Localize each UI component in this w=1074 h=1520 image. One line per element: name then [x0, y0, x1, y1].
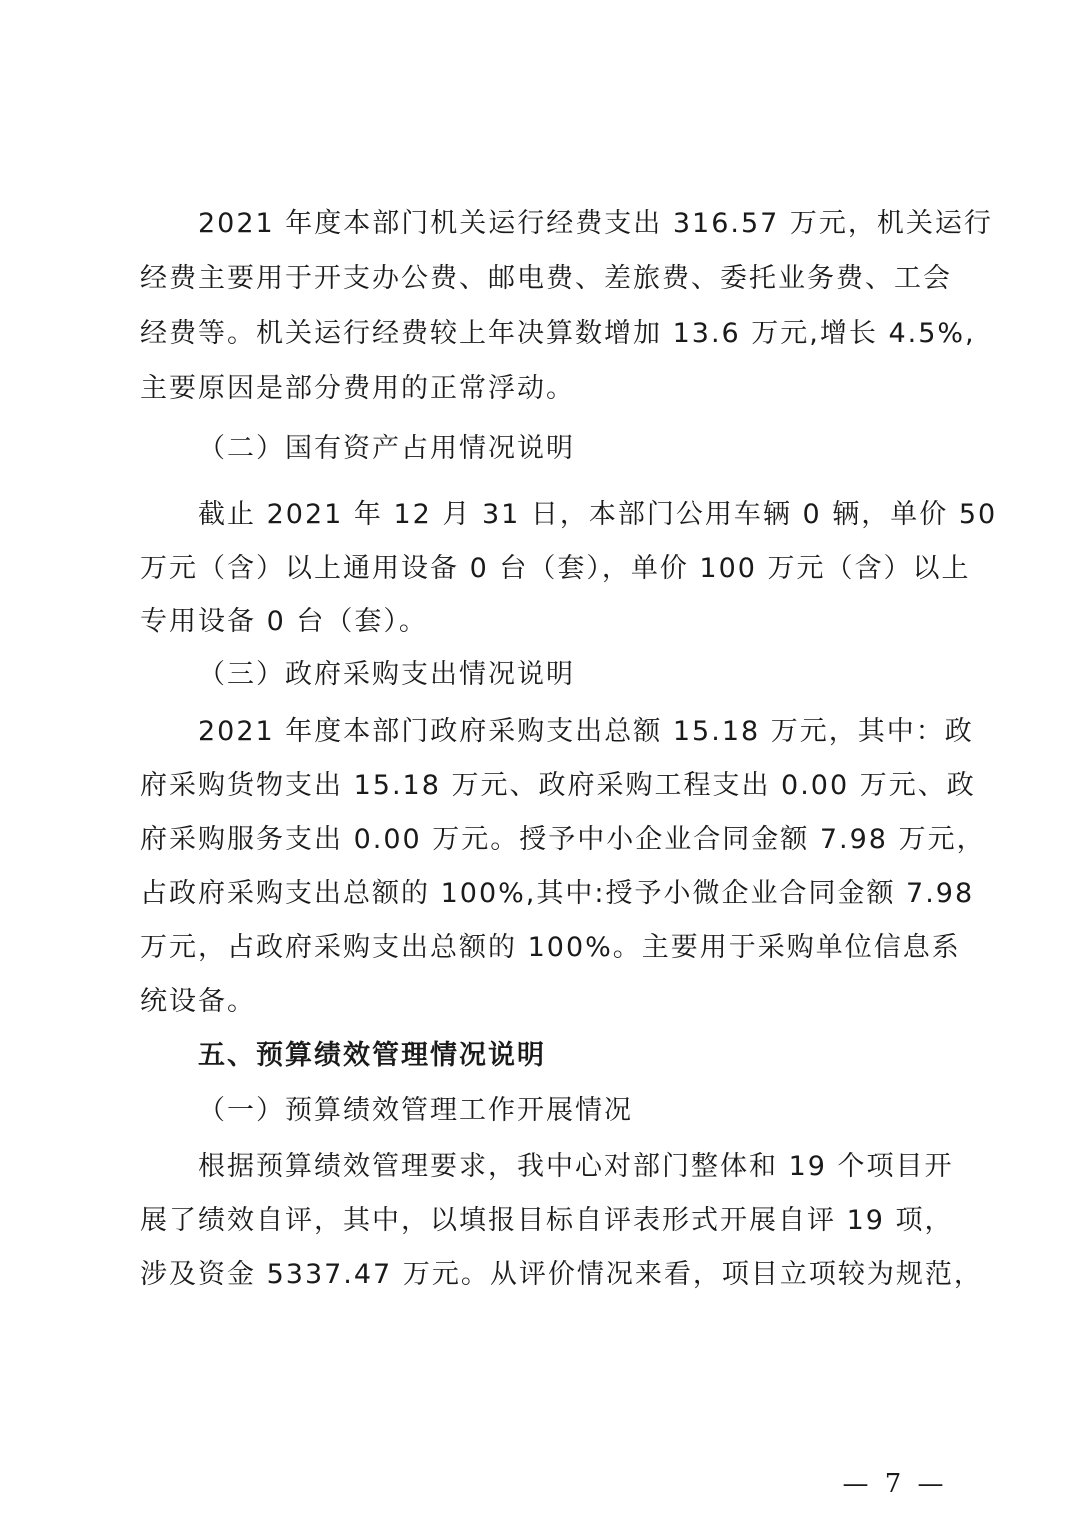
section-heading-performance-work: （一）预算绩效管理工作开展情况: [198, 1095, 633, 1126]
paragraph-line: 涉及资金 5337.47 万元。从评价情况来看，项目立项较为规范，: [140, 1259, 983, 1290]
paragraph-line: 展了绩效自评，其中，以填报目标自评表形式开展自评 19 项，: [140, 1205, 954, 1236]
section-heading-procurement: （三）政府采购支出情况说明: [198, 659, 575, 690]
paragraph-line: 统设备。: [140, 986, 256, 1017]
paragraph-line: 2021 年度本部门政府采购支出总额 15.18 万元，其中：政: [198, 716, 974, 747]
paragraph-line: 万元（含）以上通用设备 0 台（套），单价 100 万元（含）以上: [140, 553, 971, 584]
paragraph-line: 占政府采购支出总额的 100%,其中:授予小微企业合同金额 7.98: [140, 878, 975, 909]
paragraph-line: 万元，占政府采购支出总额的 100%。主要用于采购单位信息系: [140, 932, 961, 963]
paragraph-line: 根据预算绩效管理要求，我中心对部门整体和 19 个项目开: [198, 1151, 954, 1182]
paragraph-line: 经费主要用于开支办公费、邮电费、差旅费、委托业务费、工会: [140, 263, 952, 294]
chapter-heading-budget-performance: 五、预算绩效管理情况说明: [198, 1040, 546, 1071]
paragraph-line: 截止 2021 年 12 月 31 日，本部门公用车辆 0 辆，单价 50: [198, 499, 998, 530]
paragraph-line: 2021 年度本部门机关运行经费支出 316.57 万元，机关运行: [198, 208, 993, 239]
paragraph-line: 经费等。机关运行经费较上年决算数增加 13.6 万元,增长 4.5%,: [140, 318, 976, 349]
paragraph-line: 府采购服务支出 0.00 万元。授予中小企业合同金额 7.98 万元，: [140, 824, 986, 855]
paragraph-line: 府采购货物支出 15.18 万元、政府采购工程支出 0.00 万元、政: [140, 770, 976, 801]
paragraph-line: 专用设备 0 台（套）。: [140, 606, 428, 637]
section-heading-assets: （二）国有资产占用情况说明: [198, 433, 575, 464]
page-number: — 7 —: [842, 1469, 948, 1499]
paragraph-line: 主要原因是部分费用的正常浮动。: [140, 373, 575, 404]
